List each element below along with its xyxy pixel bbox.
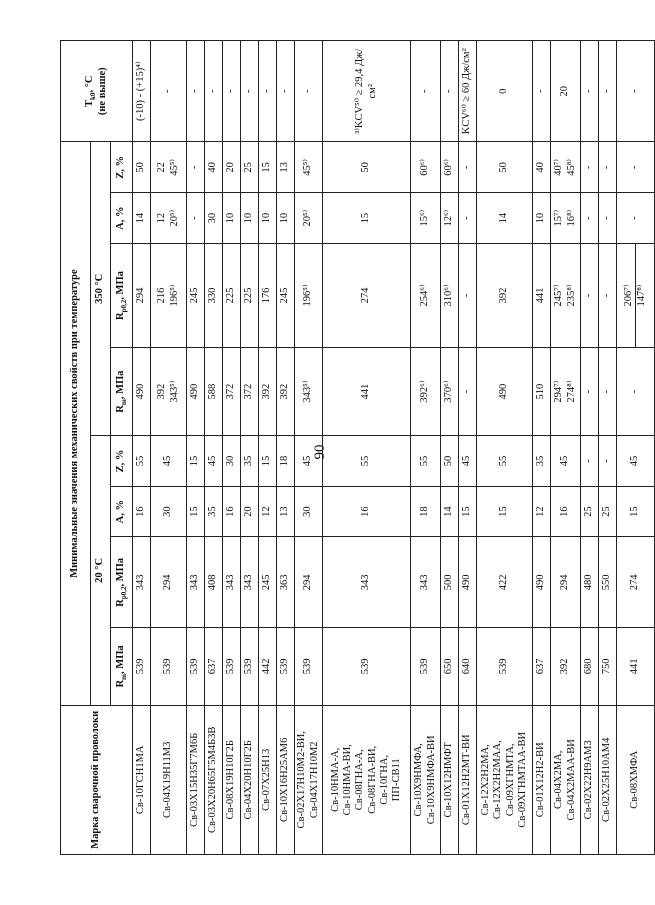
cell-z350: 15 [259,142,277,193]
grade-line: Св-04Х17Н10М2 [308,741,320,819]
cell-z20: 35 [533,436,551,487]
grade-line: ПП-СВ11 [390,758,402,802]
cell-z20: 45 [617,436,655,487]
cell-line: 147⁸⁾ [635,244,648,347]
cell-z350: 25 [241,142,259,193]
grade-cell [581,705,599,854]
cell-rp20: 500 [441,537,459,628]
cell-tk: - [533,41,551,143]
cell-rm350: - [617,348,655,436]
cell-rp350 [551,244,581,348]
cell-tk: - [151,41,187,143]
cell-rm20: 750 [599,628,617,705]
table-row [581,41,599,855]
cell-tk: - [223,41,241,143]
cell-a20: 20 [241,486,259,537]
cell-rm20: 650 [441,628,459,705]
cell-rm20: 539 [187,628,205,705]
cell-rp350: 274 [323,244,411,348]
cell-a20: 15 [617,486,655,537]
cell-a350: - [599,193,617,244]
cell-line: 392 [156,383,168,400]
header-rm-350: $R_m$, МПа [111,348,133,436]
grade-cell [323,705,411,854]
cell-rm350: 392 [277,348,295,436]
cell-tk: - [277,41,295,143]
cell-a20: 15 [459,486,477,537]
cell-tk: - [411,41,441,143]
cell-line: 22 [156,162,168,173]
cell-rp350: 225 [223,244,241,348]
cell-tk: 0 [477,41,533,143]
grade-cell [599,705,617,854]
cell-a20: 25 [581,486,599,537]
table-row [205,41,223,855]
cell-tk: - [599,41,617,143]
cell-rp20: 245 [259,537,277,628]
cell-rm20: 640 [459,628,477,705]
table-row [151,41,187,855]
cell-a350: 10 [259,193,277,244]
cell-z20: 55 [323,436,411,487]
cell-rm20: 539 [223,628,241,705]
grade-line: Св-01Х12Н2МТ-ВИ [461,734,473,826]
cell-a350 [551,193,581,244]
cell-rp20: 294 [551,537,581,628]
cell-rp350: 245 [277,244,295,348]
cell-line: 206⁷⁾ [622,284,634,307]
cell-rm350: 392 [259,348,277,436]
grade-cell [151,705,187,854]
grade-line: Св-08Х19Н10Г2Б [225,740,237,820]
cell-a20: 35 [205,486,223,537]
cell-a350: 14 [133,193,151,244]
grade-cell [411,705,441,854]
cell-a20: 15 [187,486,205,537]
cell-a350: 10 [223,193,241,244]
table-row [459,41,477,855]
cell-z20: - [581,436,599,487]
cell-z350: 60⁶⁾ [441,142,459,193]
grade-line: Св-01Х12Н2-ВИ [535,742,547,818]
cell-rp20: 422 [477,537,533,628]
cell-z20: 35 [241,436,259,487]
cell-a350: 20⁵⁾ [295,193,323,244]
cell-z350: 60⁶⁾ [411,142,441,193]
header-tk-symbol: T [84,99,96,107]
cell-a350: 10 [241,193,259,244]
cell-tk: - [617,41,655,143]
cell-rm350: 372 [241,348,259,436]
grade-line: Св-08ХМФА [629,750,641,809]
cell-a20: 30 [295,486,323,537]
cell-rp20: 343 [411,537,441,628]
cell-rm350: 370⁶⁾ [441,348,459,436]
cell-rp350: 196⁵⁾ [295,244,323,348]
cell-a20: 15 [477,486,533,537]
table-row [295,41,323,855]
header-z-350: Z, % [111,142,133,193]
grade-line: Св-03Х15Н35Г7М6Б [189,732,201,827]
cell-rm20: 392 [551,628,581,705]
grade-cell [459,705,477,854]
cell-a350: 14 [477,193,533,244]
cell-rp20: 408 [205,537,223,628]
cell-z20: 45 [551,436,581,487]
cell-rm20: 637 [205,628,223,705]
table-row [133,41,151,855]
header-grade: Марка сварочной проволоки [61,705,133,854]
grade-line: Св-10НМА-ВИ, [342,744,354,816]
cell-rp350 [617,244,655,348]
grade-cell [223,705,241,854]
cell-rp20: 363 [277,537,295,628]
table-row [241,41,259,855]
cell-a350: - [459,193,477,244]
cell-rp350: 245 [187,244,205,348]
cell-line: 45⁸⁾ [565,159,577,176]
cell-rm350 [551,348,581,436]
cell-z20: 30 [223,436,241,487]
cell-tk: ³⁾KCV⁵⁰ ≥ 29,4 Дж/см² [323,41,411,143]
cell-line: 343⁵⁾ [168,380,180,403]
cell-line: 196⁵⁾ [168,284,180,307]
cell-z350: 45⁵⁾ [295,142,323,193]
cell-z350: - [459,142,477,193]
cell-rp350: - [581,244,599,348]
cell-rm350 [151,348,187,436]
cell-a20: 16 [323,486,411,537]
cell-z350 [551,142,581,193]
cell-rm350: 441 [323,348,411,436]
cell-tk: KCV⁶⁰ ≥ 60 Дж/см² [459,41,477,143]
grade-cell [187,705,205,854]
cell-rp350: - [599,244,617,348]
cell-rm20: 539 [133,628,151,705]
cell-line: 245⁷⁾ [553,284,565,307]
grade-line: Св-04Х20Н10Г2Б [243,740,255,820]
grade-line: Св-10Х12НМФТ [443,742,455,818]
cell-rp20: 343 [241,537,259,628]
cell-z20: 45 [151,436,187,487]
cell-line: 274⁸⁾ [565,380,577,403]
table-row [599,41,617,855]
cell-line: 12 [156,212,168,224]
cell-rp20: 480 [581,537,599,628]
cell-tk: - [295,41,323,143]
cell-line: 16⁸⁾ [565,209,577,227]
cell-rm20: 539 [477,628,533,705]
header-rp-20: $R_{p0,2}$, МПа [111,537,133,628]
cell-a20: 14 [441,486,459,537]
cell-a20: 16 [133,486,151,537]
cell-z20: 45 [459,436,477,487]
grade-cell [241,705,259,854]
cell-tk: - [441,41,459,143]
cell-rm20: 539 [241,628,259,705]
grade-cell [533,705,551,854]
grade-cell [277,705,295,854]
cell-rm350: 343⁵⁾ [295,348,323,436]
cell-a20: 25 [599,486,617,537]
grade-line: Св-04Х19Н11М3 [162,741,174,818]
cell-z350 [151,142,187,193]
header-a-350: A, % [111,193,133,244]
cell-rp20: 343 [323,537,411,628]
cell-z20: 45 [205,436,223,487]
grade-cell [259,705,277,854]
table-row [477,41,533,855]
header-tk-note: (не выше) [96,67,108,116]
header-a-20: A, % [111,486,133,537]
cell-rm20: 539 [411,628,441,705]
cell-rp350: 310⁶⁾ [441,244,459,348]
header-min-props: Минимальные значения механических свойств при температуре [61,142,91,705]
grade-line: Св-10ГСН1МА [135,745,147,815]
cell-rp350: 441 [533,244,551,348]
grade-cell [617,705,655,854]
grade-cell [205,705,223,854]
grade-line: Св-10Х16Н25АМ6 [279,737,291,822]
cell-line: 294⁷⁾ [553,380,565,403]
cell-rp20: 550 [599,537,617,628]
cell-rm20: 539 [295,628,323,705]
grade-cell [441,705,459,854]
cell-rm350: 490 [477,348,533,436]
welding-wire-properties-table [60,40,655,855]
cell-a20: 12 [259,486,277,537]
table-row [617,41,655,855]
table-row [441,41,459,855]
table-row [223,41,241,855]
cell-line: 40⁷⁾ [553,159,565,176]
cell-rp20: 343 [187,537,205,628]
cell-z350: - [599,142,617,193]
cell-rp350: 225 [241,244,259,348]
cell-rp20: 490 [459,537,477,628]
header-t350: 350 °С [91,142,111,436]
header-rp-350: $R_{p0,2}$, МПа [111,244,133,348]
cell-z350: 13 [277,142,295,193]
cell-z20: 55 [477,436,533,487]
cell-z350: 40 [533,142,551,193]
cell-rp20: 343 [223,537,241,628]
cell-z20: 55 [133,436,151,487]
header-z-20: Z, % [111,436,133,487]
cell-rp350: 330 [205,244,223,348]
table-row [187,41,205,855]
cell-z350: - [617,142,655,193]
cell-line: 216 [156,287,168,304]
cell-rm20: 680 [581,628,599,705]
cell-rm20: 441 [617,628,655,705]
page-number: 90 [311,444,328,460]
grade-line: Св-04Х2МА, [553,750,565,809]
cell-a350: 30 [205,193,223,244]
grade-line: Св-03Х20Н65Г5М4Б3В [207,726,219,833]
grade-line: Св-12Х2Н2МА, [480,744,492,816]
cell-rp350: 254⁶⁾ [411,244,441,348]
grade-line: Св-09ХГНМТАА-ВИ [516,731,528,828]
cell-tk: 20 [551,41,581,143]
grade-line: Св-02Х25Н10АМ4 [601,737,613,822]
cell-a20: 18 [411,486,441,537]
cell-a350: - [187,193,205,244]
table-row [551,41,581,855]
cell-a20: 16 [223,486,241,537]
cell-z20: 18 [277,436,295,487]
cell-z350: 50 [133,142,151,193]
cell-a20: 16 [551,486,581,537]
cell-a350 [151,193,187,244]
table-row [259,41,277,855]
cell-rm20: 539 [151,628,187,705]
cell-a350: 12⁶⁾ [441,193,459,244]
cell-rm350: - [459,348,477,436]
header-tk-unit: , °С [84,75,96,93]
cell-line: 235⁸⁾ [565,284,577,307]
table-row [277,41,295,855]
cell-rm350: 588 [205,348,223,436]
cell-rp20: 294 [151,537,187,628]
cell-a350: - [617,193,655,244]
cell-a20: 30 [151,486,187,537]
grade-line: Св-08ГНА-ВИ, [366,745,378,814]
grade-cell [551,705,581,854]
cell-a350: - [581,193,599,244]
header-rm-20: $R_m$, МПа [111,628,133,705]
cell-tk: - [241,41,259,143]
cell-z350: - [581,142,599,193]
grade-cell [477,705,533,854]
cell-rm20: 637 [533,628,551,705]
grade-cell [133,705,151,854]
cell-tk: (-10) - (+15)⁴⁾ [133,41,151,143]
header-tk-sub: k0 [89,92,98,100]
cell-z350: 20 [223,142,241,193]
rotated-table-area [60,40,650,855]
cell-rp350 [151,244,187,348]
cell-a350: 15 [323,193,411,244]
cell-rp350: - [459,244,477,348]
table-header [61,41,133,855]
grade-line: Св-02Х22Н9АМ3 [583,740,595,820]
grade-line: Св-12Х2Н2МАА, [492,740,504,820]
cell-rp350: 392 [477,244,533,348]
grade-line: Св-10НМА-А, [330,747,342,812]
cell-rp350: 176 [259,244,277,348]
cell-a350: 10 [277,193,295,244]
cell-z20: 45 [295,436,323,487]
cell-a350: 15⁶⁾ [411,193,441,244]
grade-cell [295,705,323,854]
cell-rm350: 372 [223,348,241,436]
cell-a20: 13 [277,486,295,537]
grade-line: Св-04Х2МАА-ВИ [565,739,577,821]
cell-rm350: - [581,348,599,436]
cell-rm20: 442 [259,628,277,705]
cell-z350: 50 [323,142,411,193]
grade-line: Св-02Х17Н10М2-ВИ, [296,731,308,829]
table-row [533,41,551,855]
grade-line: Св-07Х25Н13 [261,748,273,811]
table-row [411,41,441,855]
cell-z350: 40 [205,142,223,193]
cell-z350: 50 [477,142,533,193]
cell-a350: 10 [533,193,551,244]
cell-rm350: 392⁶⁾ [411,348,441,436]
grade-line: Св-10ГНА, [378,754,390,805]
cell-rm20: 539 [277,628,295,705]
cell-rm20: 539 [323,628,411,705]
cell-rp20: 490 [533,537,551,628]
cell-line: 20⁵⁾ [168,209,180,227]
cell-rm350: 510 [533,348,551,436]
cell-rp350: 294 [133,244,151,348]
cell-line: 45⁵⁾ [168,159,180,176]
cell-tk: - [259,41,277,143]
cell-tk: - [581,41,599,143]
cell-tk: - [205,41,223,143]
cell-tk: - [187,41,205,143]
cell-rm350: 490 [133,348,151,436]
cell-z20: 55 [411,436,441,487]
cell-z20: 50 [441,436,459,487]
grade-line: Св-09ХГНМТА, [504,743,516,817]
cell-a20: 12 [533,486,551,537]
table-row [323,41,411,855]
cell-line: 15⁷⁾ [553,209,565,227]
cell-rm350: - [599,348,617,436]
cell-rp20: 343 [133,537,151,628]
cell-z350: - [187,142,205,193]
grade-line: Св-10Х9НМФА-ВИ [425,735,437,825]
header-t20: 20 °С [91,436,111,705]
header-tk [61,41,133,143]
cell-rm350: 490 [187,348,205,436]
cell-z20: 15 [259,436,277,487]
cell-z20: 15 [187,436,205,487]
grade-line: Св-10Х9НМФА, [413,743,425,817]
table-body [133,41,655,855]
cell-rp20: 294 [295,537,323,628]
grade-line: Св-08ГНА-А, [354,749,366,811]
cell-z20: - [599,436,617,487]
cell-rp20: 274 [617,537,655,628]
